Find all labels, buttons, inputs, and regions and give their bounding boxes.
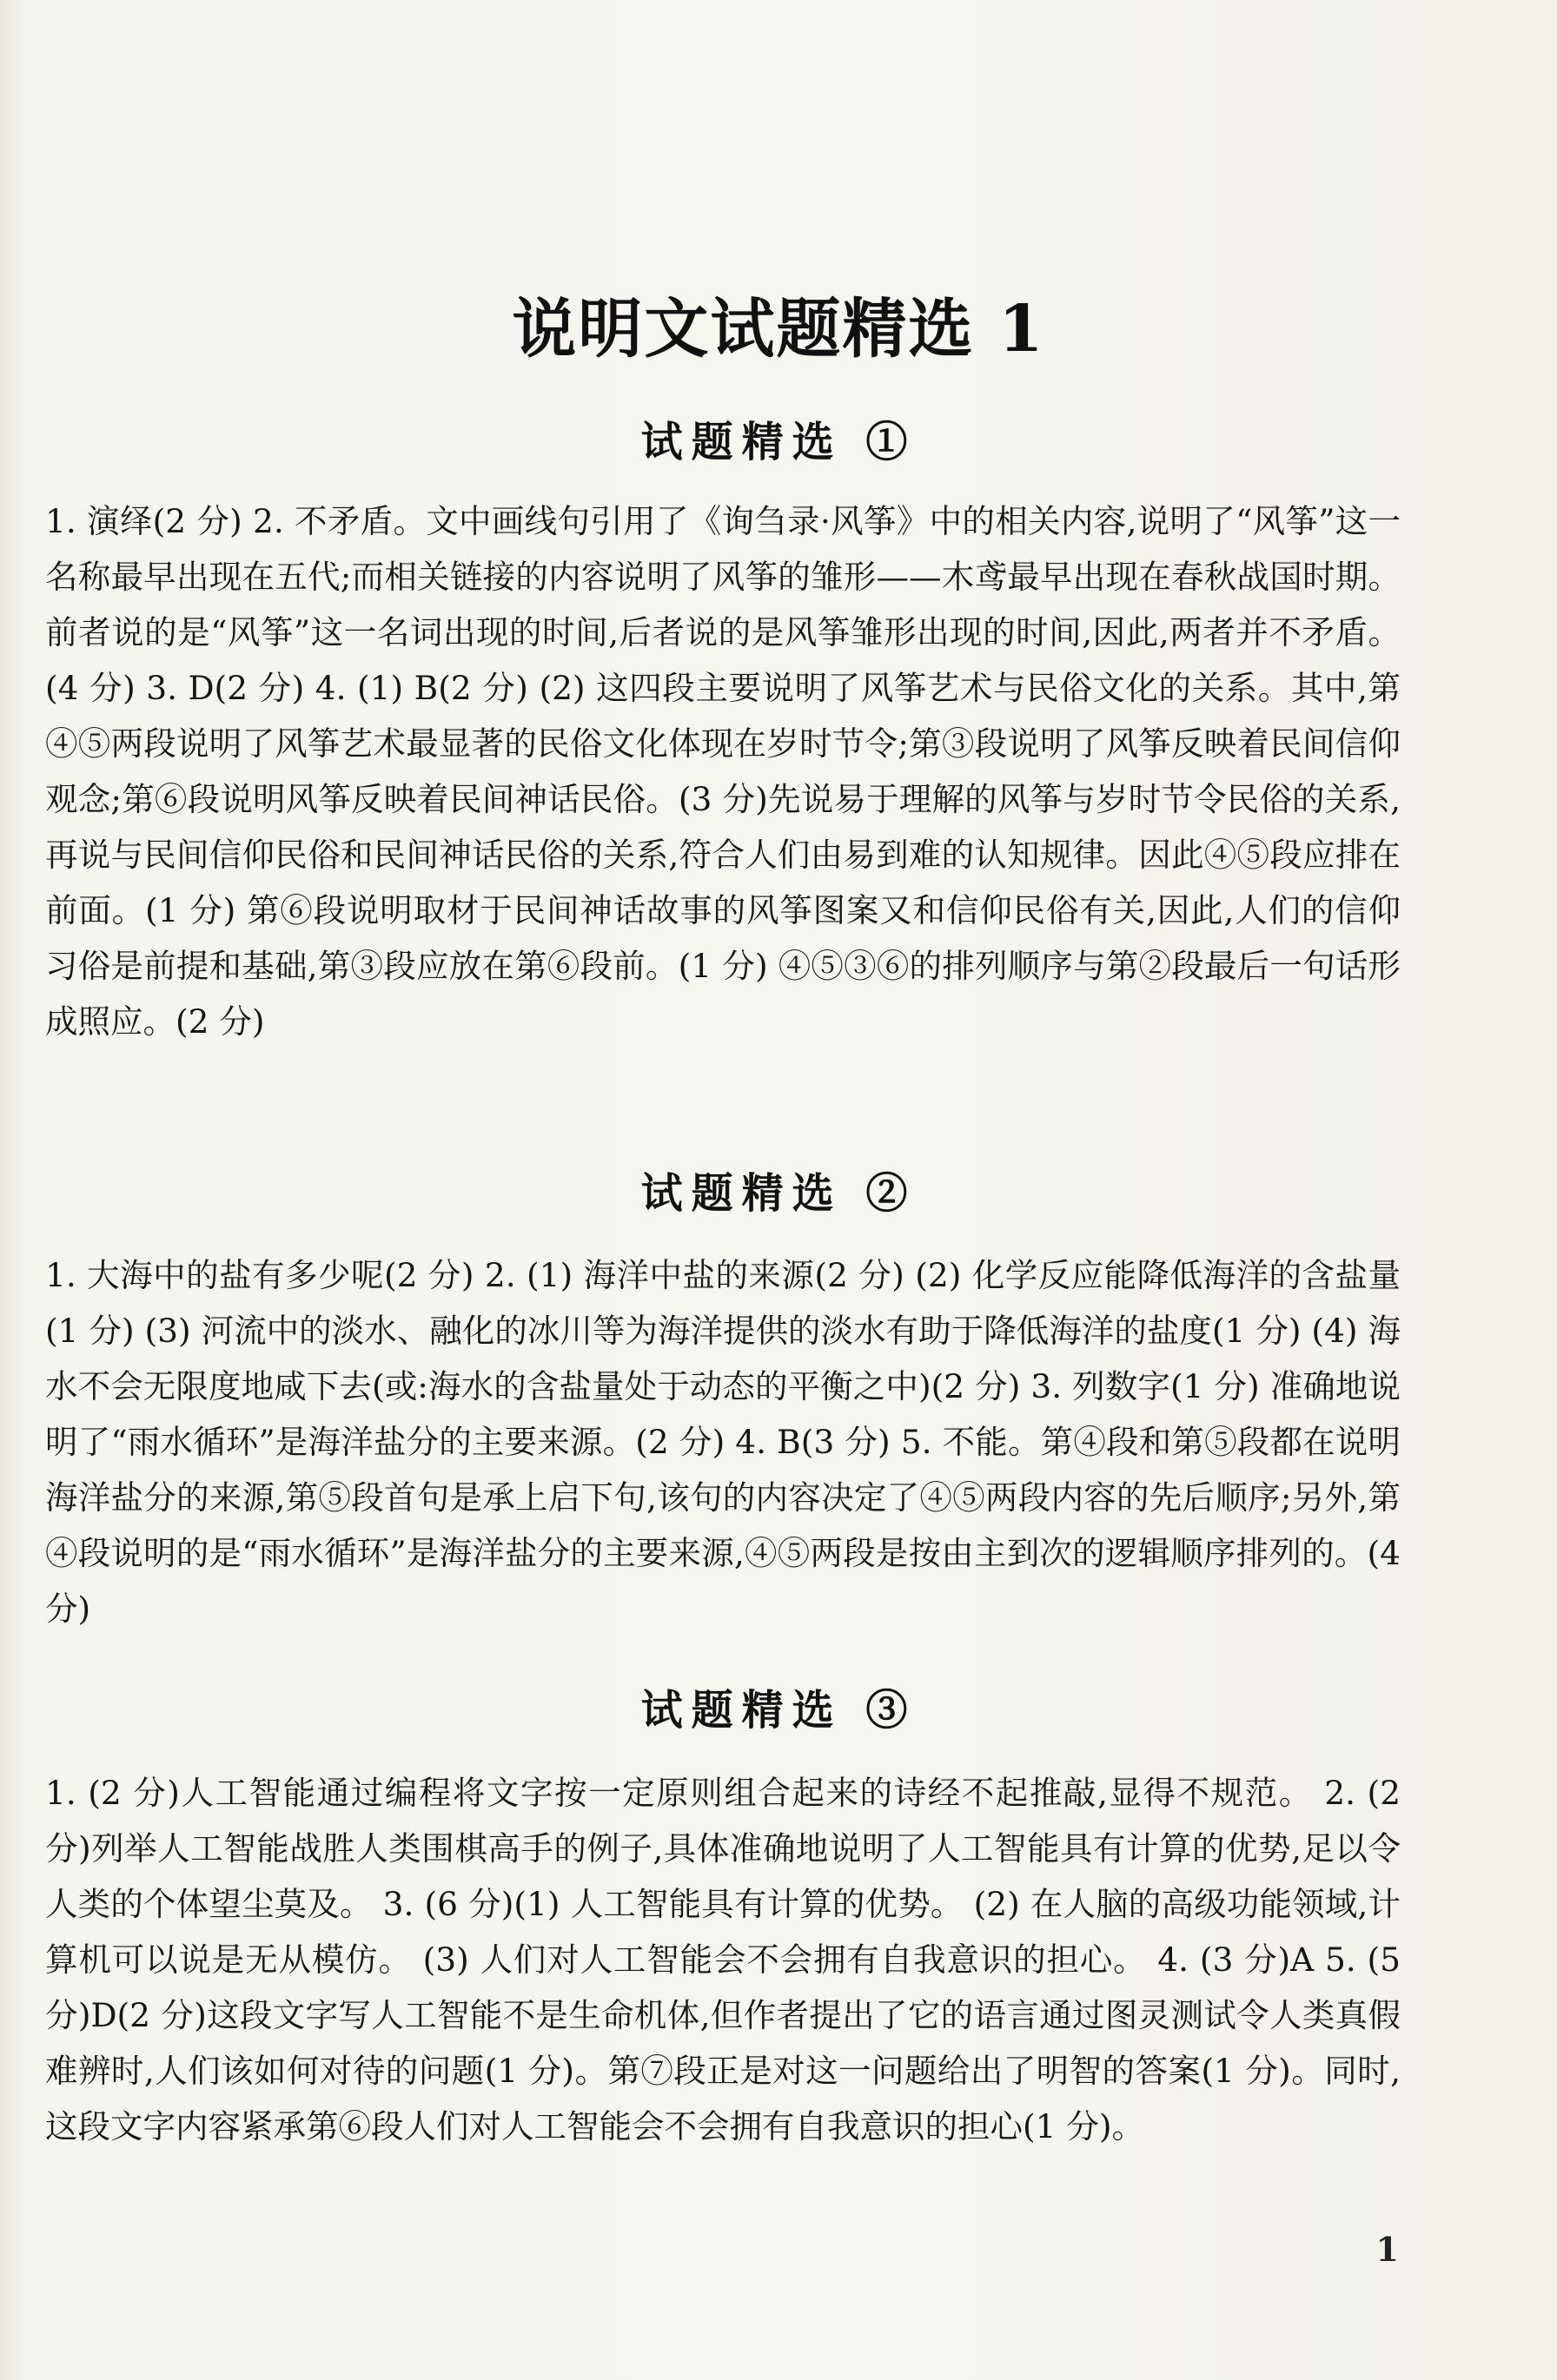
section-2-body: 1. 大海中的盐有多少呢(2 分) 2. (1) 海洋中盐的来源(2 分) (2) 化学反应能降低海洋的含盐量(1 分) (3) 河流中的淡水、融化的冰川等为海洋提供的淡水有助于降低海洋的盐度(1 分) (4) 海水不会无限度地咸下去(或:海水的含盐量处于动态的平衡之中)(2 分) 3. 列数字(1 分) 准确地说明了“雨水循环”是海洋盐分的主要来源。(2 分) 4. B(3 分) 5. 不能。第④段和第⑤段都在说明海洋盐分的来源,第⑤段首句是承上启下句,该句的内容决定了④⑤两段内容的先后顺序;另外,第④段说明的是“雨水循环”是海洋盐分的主要来源,④⑤两段是按由主到次的逻辑顺序排列的。(4 分) — [45, 1256, 1401, 1628]
section-1-body: 1. 演绎(2 分) 2. 不矛盾。文中画线句引用了《询刍录·风筝》中的相关内容,说明了“风筝”这一名称最早出现在五代;而相关链接的内容说明了风筝的雏形——木鸢最早出现在春秋战国时期。前者说的是“风筝”这一名词出现的时间,后者说的是风筝雏形出现的时间,因此,两者并不矛盾。(4 分) 3. D(2 分) 4. (1) B(2 分) (2) 这四段主要说明了风筝艺术与民俗文化的关系。其中,第④⑤两段说明了风筝艺术最显著的民俗文化体现在岁时节令;第③段说明了风筝反映着民间信仰观念;第⑥段说明风筝反映着民间神话民俗。(3 分)先说易于理解的风筝与岁时节令民俗的关系,再说与民间信仰民俗和民间神话民俗的关系,符合人们由易到难的认知规律。因此④⑤段应排在前面。(1 分) 第⑥段说明取材于民间神话故事的风筝图案又和信仰民俗有关,因此,人们的信仰习俗是前提和基础,第③段应放在第⑥段前。(1 分) ④⑤③⑥的排列顺序与第②段最后一句话形成照应。(2 分) — [45, 502, 1401, 1041]
page-title: 说明文试题精选 1 — [512, 292, 1045, 367]
page-number: 1 — [1375, 2230, 1399, 2269]
section-2-heading: 试题精选 ② — [640, 1169, 917, 1218]
section-3-body: 1. (2 分)人工智能通过编程将文字按一定原则组合起来的诗经不起推敲,显得不规范。 2. (2 分)列举人工智能战胜人类围棋高手的例子,具体准确地说明了人工智能具有计算的优势,足以令人类的个体望尘莫及。 3. (6 分)(1) 人工智能具有计算的优势。 (2) 在人脑的高级功能领域,计算机可以说是无从模仿。 (3) 人们对人工智能会不会拥有自我意识的担心。 4. (3 分)A 5. (5 分)D(2 分)这段文字写人工智能不是生命机体,但作者提出了它的语言通过图灵测试令人类真假难辨时,人们该如何对待的问题(1 分)。第⑦段正是对这一问题给出了明智的答案(1 分)。同时,这段文字内容紧承第⑥段人们对人工智能会不会拥有自我意识的担心(1 分)。 — [45, 1774, 1401, 2145]
section-1-heading: 试题精选 ① — [640, 418, 917, 466]
section-3-heading: 试题精选 ③ — [640, 1686, 917, 1735]
